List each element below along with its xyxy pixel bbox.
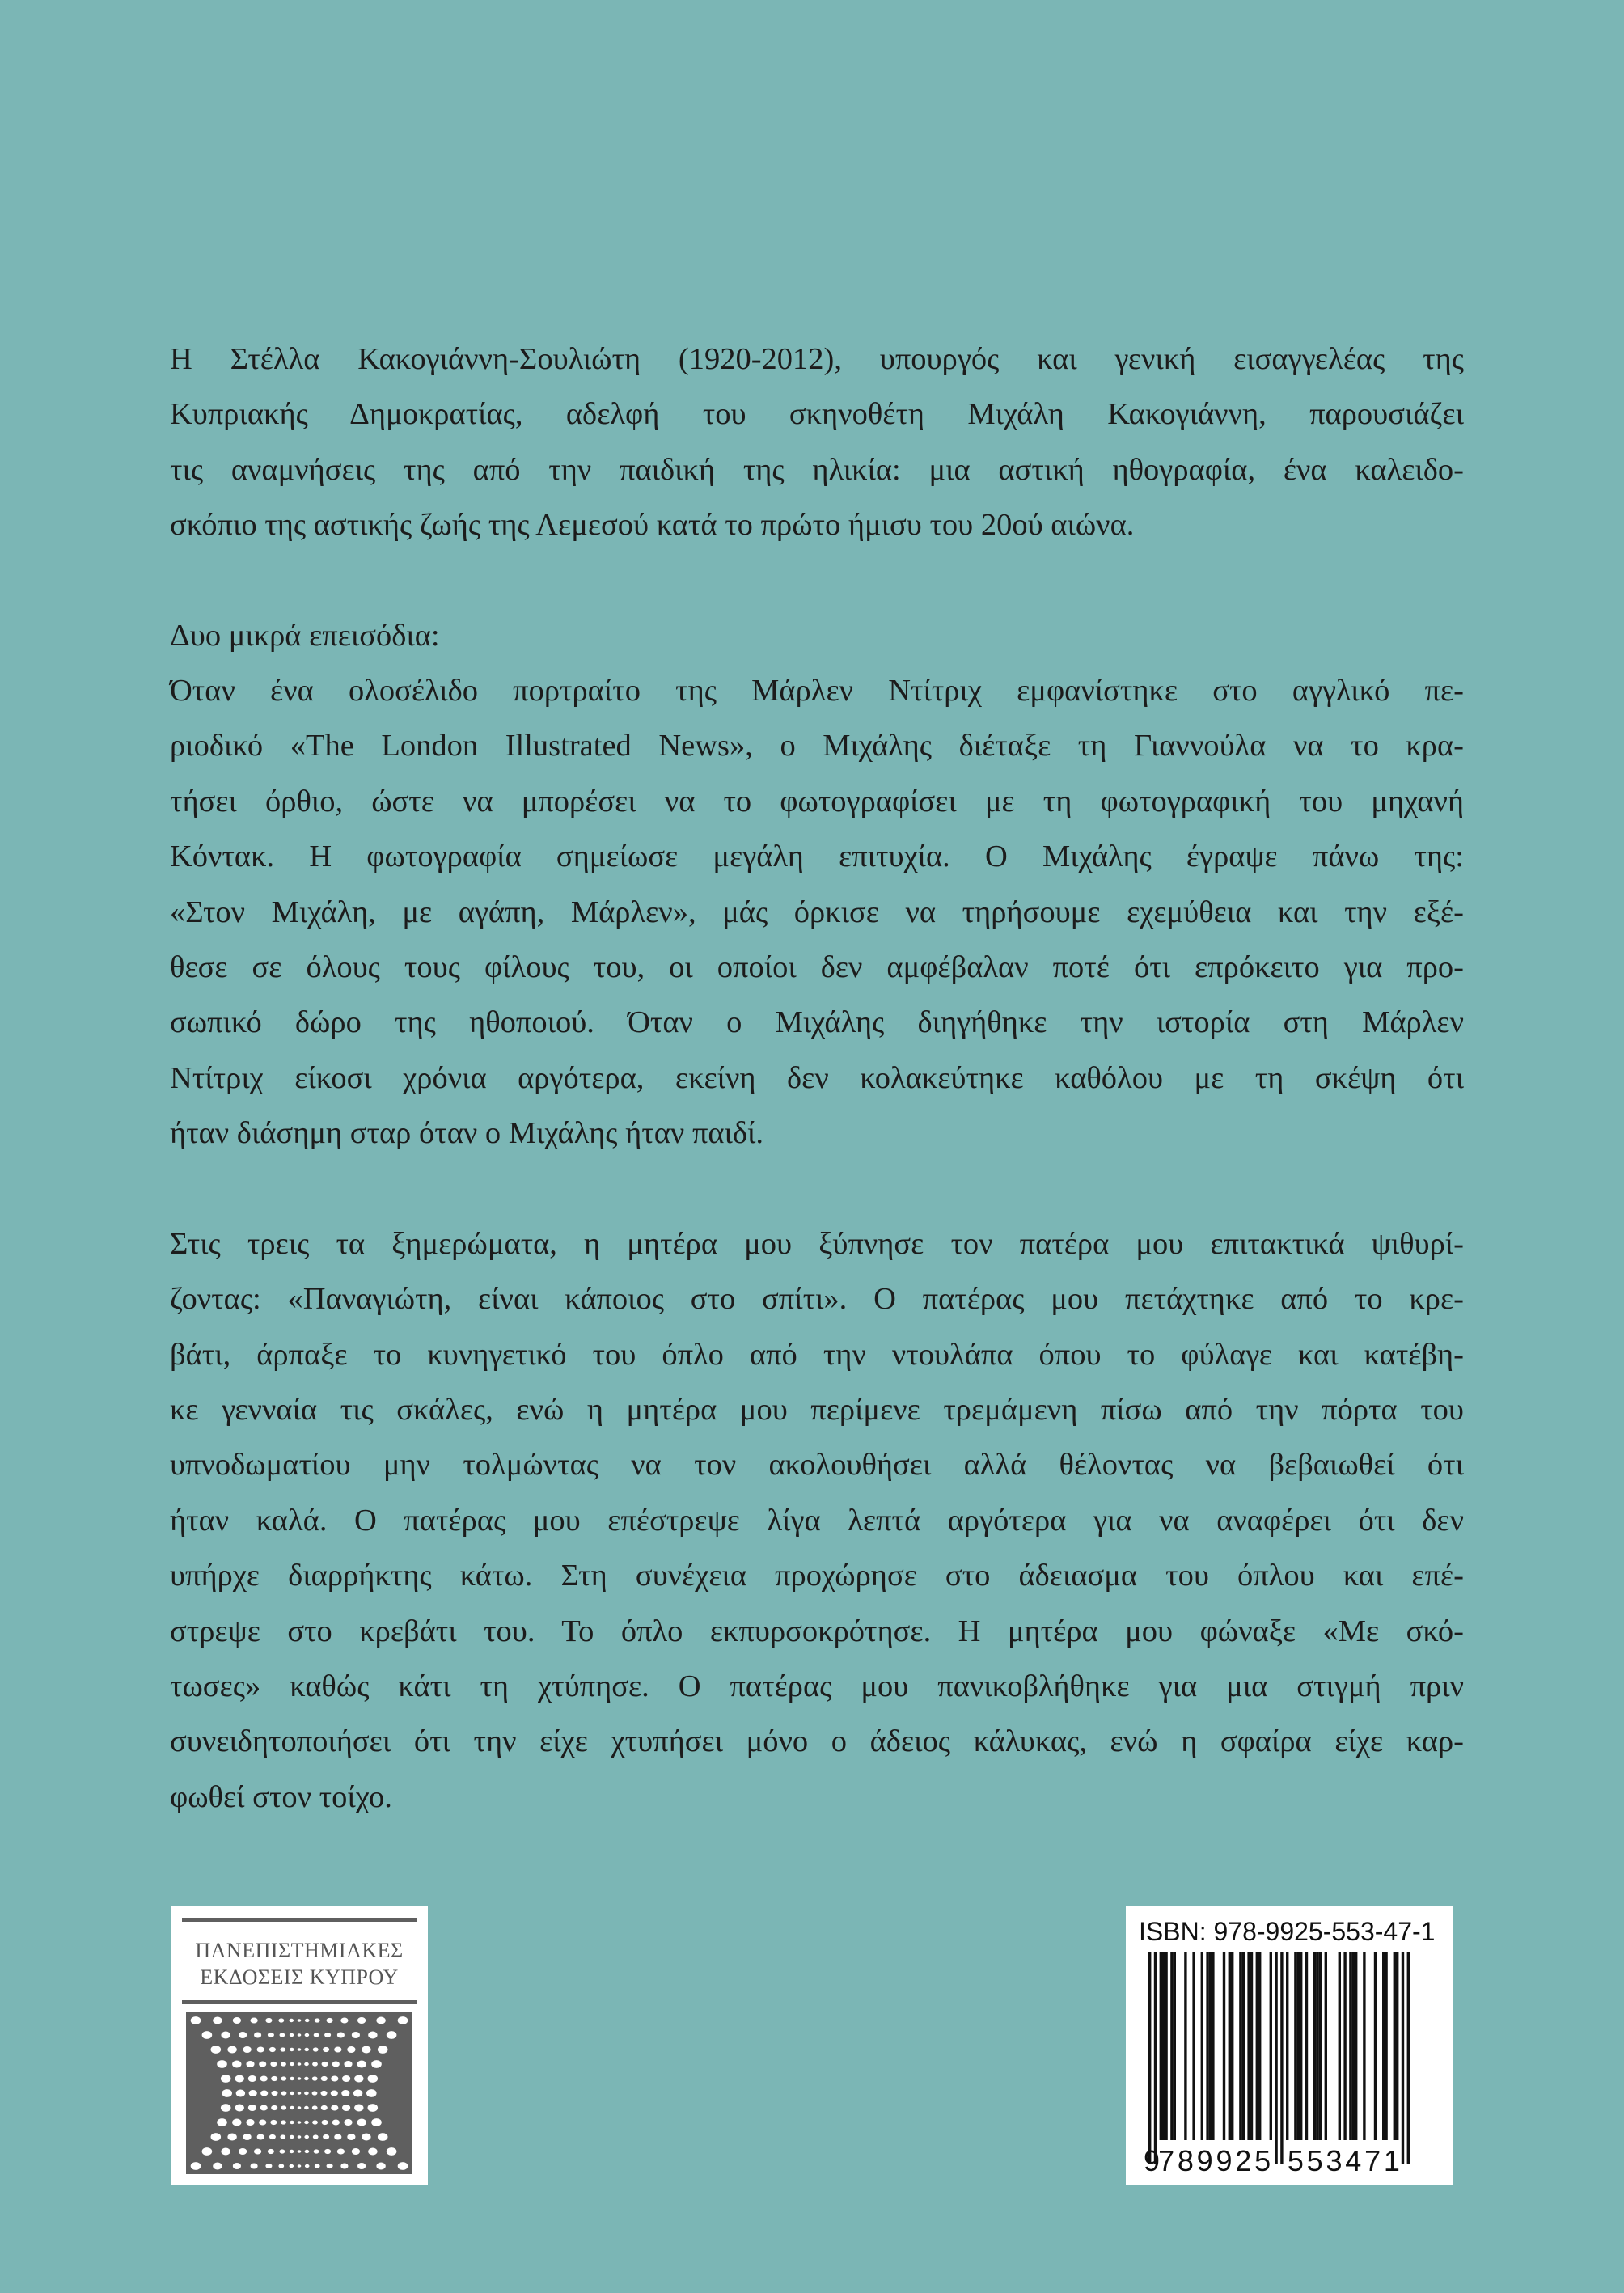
blurb-paragraph-3 bbox=[170, 1216, 1464, 1825]
emblem-dot bbox=[298, 2164, 302, 2168]
emblem-dot bbox=[280, 2149, 285, 2153]
text-line: Στις τρεις τα ξημερώματα, η μητέρα μου ξύπνησε τον πατέρα μου επιτακτικά ψιθυρί- bbox=[170, 1226, 1464, 1261]
emblem-dot bbox=[378, 2046, 388, 2054]
emblem-dot bbox=[269, 2047, 276, 2052]
barcode-digit: 5 bbox=[1287, 2144, 1304, 2177]
emblem-dot bbox=[233, 2017, 241, 2024]
emblem-dot bbox=[191, 2016, 201, 2024]
barcode-bar bbox=[1148, 1952, 1151, 2164]
barcode-bar bbox=[1355, 1952, 1357, 2140]
emblem-dot bbox=[347, 2046, 355, 2053]
emblem-dot bbox=[221, 2032, 230, 2039]
emblem-dot bbox=[334, 2047, 341, 2053]
emblem-dot bbox=[243, 2134, 252, 2140]
emblem-dot bbox=[340, 2164, 348, 2169]
barcode-bar bbox=[1363, 1952, 1365, 2140]
emblem-dot bbox=[269, 2134, 276, 2139]
emblem-dot bbox=[235, 2105, 244, 2112]
emblem-dot bbox=[298, 2033, 302, 2037]
emblem-dot bbox=[353, 2090, 362, 2097]
emblem-dot bbox=[314, 2033, 319, 2037]
emblem-dot bbox=[298, 2048, 302, 2051]
emblem-dot bbox=[221, 2148, 230, 2156]
emblem-dot bbox=[290, 2062, 294, 2066]
emblem-dot bbox=[246, 2061, 254, 2067]
publisher-logo bbox=[171, 1906, 428, 2185]
barcode-bar bbox=[1192, 1952, 1195, 2140]
emblem-dot bbox=[304, 2077, 309, 2080]
emblem-dot bbox=[304, 2135, 309, 2139]
text-line: Κόντακ. Η φωτογραφία σημείωσε μεγάλη επιτυχία. Ο Μιχάλης έγραψε πάνω της: bbox=[170, 840, 1464, 874]
emblem-dot bbox=[239, 2148, 247, 2155]
emblem-dot bbox=[272, 2091, 278, 2096]
emblem-dot bbox=[249, 2090, 257, 2096]
emblem-dot bbox=[221, 2104, 231, 2112]
emblem-dot bbox=[334, 2134, 341, 2140]
emblem-dot bbox=[313, 2134, 319, 2139]
emblem-dot bbox=[281, 2062, 286, 2066]
barcode-digit: 8 bbox=[1177, 2144, 1194, 2177]
barcode-bar bbox=[1212, 1952, 1214, 2140]
emblem-dot bbox=[368, 2032, 377, 2039]
emblem-dot bbox=[305, 2033, 310, 2037]
barcode-bar bbox=[1297, 1952, 1300, 2140]
barcode-bar bbox=[1160, 1952, 1162, 2140]
blurb-text bbox=[170, 332, 1464, 1825]
barcode-digit: 9 bbox=[1196, 2144, 1213, 2177]
barcode-digit: 7 bbox=[1158, 2144, 1175, 2177]
emblem-dot bbox=[298, 2019, 302, 2022]
emblem-dot bbox=[313, 2047, 319, 2051]
emblem-dot bbox=[191, 2162, 201, 2170]
barcode-digits bbox=[1142, 2140, 1427, 2177]
emblem-dot bbox=[352, 2032, 360, 2038]
barcode-bar bbox=[1247, 1952, 1250, 2140]
emblem-dot bbox=[342, 2075, 350, 2082]
barcode-bar bbox=[1396, 1952, 1398, 2140]
barcode-bar bbox=[1385, 1952, 1387, 2140]
emblem-dot bbox=[304, 2106, 309, 2109]
warped-dot-grid-emblem-icon bbox=[186, 2012, 412, 2174]
emblem-dot bbox=[304, 2121, 309, 2124]
emblem-dot bbox=[327, 2164, 333, 2168]
emblem-dot bbox=[202, 2031, 213, 2039]
emblem-dot bbox=[290, 2019, 294, 2022]
emblem-dot bbox=[357, 2163, 366, 2169]
barcode-bar bbox=[1239, 1952, 1241, 2140]
barcode-digit: 5 bbox=[1254, 2144, 1271, 2177]
text-line: ζοντας: «Παναγιώτη, είναι κάποιος στο σπίτι». Ο πατέρας μου πετάχτηκε από το κρε- bbox=[170, 1282, 1464, 1317]
emblem-dot bbox=[270, 2120, 277, 2125]
barcode-bar bbox=[1286, 1952, 1288, 2140]
barcode-bar bbox=[1165, 1952, 1167, 2140]
emblem-dot bbox=[354, 2105, 363, 2112]
emblem-dot bbox=[298, 2150, 302, 2153]
barcode-bar bbox=[1201, 1952, 1203, 2140]
emblem-dot bbox=[376, 2163, 385, 2170]
emblem-dot bbox=[332, 2120, 340, 2126]
barcode-bar bbox=[1382, 1952, 1385, 2140]
text-line: σωπικό δώρο της ηθοποιού. Όταν ο Μιχάλης διηγήθηκε την ιστορία στη Μάρλεν bbox=[170, 1005, 1464, 1040]
emblem-dot bbox=[378, 2133, 388, 2141]
emblem-dot bbox=[213, 2017, 222, 2024]
emblem-dot bbox=[342, 2105, 350, 2111]
emblem-dot bbox=[321, 2076, 328, 2081]
barcode-bar bbox=[1374, 1952, 1377, 2140]
emblem-dot bbox=[248, 2075, 256, 2082]
emblem-dot bbox=[331, 2076, 338, 2082]
emblem-dot bbox=[278, 2018, 284, 2022]
blurb-paragraph-1 bbox=[170, 332, 1464, 553]
emblem-dot bbox=[217, 2060, 227, 2068]
barcode-bar bbox=[1242, 1952, 1245, 2140]
emblem-dot bbox=[298, 2062, 302, 2066]
emblem-dot bbox=[298, 2077, 302, 2080]
barcode-digit: 9 bbox=[1216, 2144, 1233, 2177]
emblem-dot bbox=[268, 2033, 274, 2037]
barcode-digit: 4 bbox=[1345, 2144, 1362, 2177]
emblem-dot bbox=[327, 2018, 333, 2023]
barcode-bar bbox=[1270, 1952, 1272, 2140]
emblem-dot bbox=[341, 2090, 349, 2096]
barcode-bar bbox=[1256, 1952, 1258, 2140]
barcode-bar bbox=[1154, 1952, 1157, 2164]
text-line: υπήρχε διαρρήκτης κάτω. Στη συνέχεια προχώρησε στο άδειασμα του όπλου και επέ- bbox=[170, 1559, 1464, 1593]
emblem-dot bbox=[259, 2120, 266, 2126]
emblem-dot bbox=[305, 2019, 310, 2022]
emblem-dot bbox=[315, 2164, 320, 2168]
emblem-dot bbox=[323, 2134, 329, 2139]
text-line: Δυο μικρά επεισόδια: bbox=[170, 618, 440, 653]
text-line: Κυπριακής Δημοκρατίας, αδελφή του σκηνοθέτη Μιχάλη Κακογιάννη, παρουσιάζει bbox=[170, 397, 1464, 432]
barcode-bar bbox=[1313, 1952, 1316, 2140]
emblem-dot bbox=[290, 2033, 294, 2037]
text-line: σκόπιο της αστικής ζωής της Λεμεσού κατά το πρώτο ήμισυ του 20ού αιώνα. bbox=[170, 508, 1135, 543]
emblem-dot bbox=[298, 2121, 302, 2124]
emblem-dot bbox=[257, 2047, 264, 2053]
emblem-dot bbox=[298, 2106, 302, 2109]
emblem-dot bbox=[337, 2149, 345, 2155]
emblem-dot bbox=[290, 2077, 294, 2080]
emblem-dot bbox=[281, 2105, 286, 2109]
barcode-bar bbox=[1402, 1952, 1404, 2164]
isbn-label: ISBN: 978-9925-553-47-1 bbox=[1139, 1917, 1436, 1946]
barcode-bar bbox=[1206, 1952, 1208, 2140]
emblem-dot bbox=[298, 2135, 302, 2139]
barcode-bar bbox=[1300, 1952, 1302, 2140]
emblem-dot bbox=[290, 2092, 294, 2095]
emblem-dot bbox=[268, 2149, 274, 2154]
emblem-dot bbox=[290, 2048, 294, 2051]
emblem-dot bbox=[331, 2105, 338, 2111]
barcode-bar bbox=[1170, 1952, 1173, 2140]
text-line: Η Στέλλα Κακογιάννη-Σουλιώτη (1920-2012), υπουργός και γενική εισαγγελέας της bbox=[170, 342, 1464, 376]
barcode-bar bbox=[1349, 1952, 1351, 2140]
emblem-dot bbox=[213, 2163, 222, 2170]
barcode-digit: 7 bbox=[1364, 2144, 1381, 2177]
emblem-dot bbox=[357, 2017, 366, 2024]
barcode-digit: 1 bbox=[1383, 2144, 1400, 2177]
barcode-bar bbox=[1316, 1952, 1318, 2140]
emblem-dot bbox=[398, 2162, 408, 2170]
barcode-bar bbox=[1305, 1952, 1308, 2140]
emblem-dot bbox=[347, 2134, 355, 2140]
emblem-dot bbox=[290, 2135, 294, 2139]
barcode-digit: 2 bbox=[1235, 2144, 1252, 2177]
text-line: ήταν διάσημη σταρ όταν ο Μιχάλης ήταν παιδί. bbox=[170, 1116, 764, 1151]
emblem-dot bbox=[246, 2119, 254, 2126]
emblem-dot bbox=[324, 2033, 331, 2037]
logo-top-rule bbox=[182, 1918, 417, 1922]
blurb-paragraph-2 bbox=[170, 608, 1464, 1161]
emblem-dot bbox=[354, 2075, 363, 2083]
emblem-dot bbox=[312, 2062, 318, 2066]
emblem-dot bbox=[251, 2164, 258, 2169]
isbn-barcode bbox=[1126, 1906, 1453, 2185]
emblem-dot bbox=[202, 2147, 213, 2156]
barcode-bar bbox=[1339, 1952, 1341, 2140]
emblem-dot bbox=[305, 2150, 310, 2153]
barcode-bar bbox=[1280, 1952, 1283, 2164]
text-line: ήταν καλά. Ο πατέρας μου επέστρεψε λίγα λεπτά αργότερα για να αναφέρει ότι δεν bbox=[170, 1503, 1464, 1538]
barcode-bar bbox=[1343, 1952, 1346, 2140]
emblem-dot bbox=[362, 2046, 370, 2054]
emblem-dot bbox=[357, 2119, 366, 2126]
emblem-dot bbox=[280, 2134, 285, 2139]
emblem-dot bbox=[323, 2047, 329, 2052]
text-line: τήσει όρθιο, ώστε να μπορέσει να το φωτογραφίσει με τη φωτογραφική του μηχανή bbox=[170, 784, 1464, 819]
emblem-dot bbox=[368, 2148, 377, 2156]
emblem-dot bbox=[233, 2163, 241, 2169]
emblem-dot bbox=[304, 2048, 309, 2051]
text-line: «Στον Μιχάλη, με αγάπη, Μάρλεν», μάς όρκισε να τηρήσουμε εχεμύθεια και την εξέ- bbox=[170, 895, 1464, 929]
emblem-dot bbox=[281, 2076, 286, 2080]
text-line: Όταν ένα ολοσέλιδο πορτραίτο της Μάρλεν Ντίτριχ εμφανίστηκε στο αγγλικό πε- bbox=[170, 674, 1464, 709]
publisher-name-line-1: ΠΑΝΕΠΙΣΤΗΜΙΑΚΕΣ bbox=[195, 1939, 404, 1962]
emblem-dot bbox=[265, 2164, 272, 2168]
emblem-dot bbox=[248, 2105, 256, 2111]
publisher-name-line-2: ΕΚΔΟΣΕΙΣ ΚΥΠΡΟΥ bbox=[200, 1965, 399, 1989]
logo-bottom-rule bbox=[182, 2000, 417, 2004]
emblem-dot bbox=[232, 2061, 241, 2068]
emblem-dot bbox=[321, 2091, 328, 2096]
barcode-bar bbox=[1162, 1952, 1165, 2140]
emblem-dot bbox=[290, 2121, 294, 2124]
emblem-dot bbox=[235, 2075, 244, 2083]
text-line: Ντίτριχ είκοσι χρόνια αργότερα, εκείνη δεν κολακεύτηκε καθόλου με τη σκέψη ότι bbox=[170, 1060, 1464, 1095]
emblem-dot bbox=[260, 2076, 268, 2082]
text-line: βάτι, άρπαξε το κυνηγετικό του όπλο από την ντουλάπα όπου το φύλαγε και κατέβη- bbox=[170, 1337, 1464, 1372]
emblem-dot bbox=[387, 2031, 397, 2039]
barcode-digit: 3 bbox=[1326, 2144, 1343, 2177]
emblem-dot bbox=[322, 2120, 328, 2125]
barcode-bar bbox=[1407, 1952, 1410, 2164]
emblem-dot bbox=[376, 2017, 385, 2024]
barcode-bar bbox=[1275, 1952, 1277, 2164]
emblem-dot bbox=[312, 2120, 318, 2124]
text-line: θεσε σε όλους τους φίλους του, οι οποίοι δεν αμφέβαλαν ποτέ ότι επρόκειτο για προ- bbox=[170, 950, 1464, 985]
emblem-dot bbox=[352, 2148, 360, 2155]
emblem-dot bbox=[357, 2061, 366, 2068]
barcode-bar bbox=[1352, 1952, 1355, 2140]
emblem-dot bbox=[280, 2047, 285, 2051]
emblem-dot bbox=[398, 2016, 408, 2024]
emblem-dot bbox=[315, 2018, 320, 2022]
emblem-dot bbox=[254, 2149, 261, 2155]
emblem-dot bbox=[366, 2089, 377, 2097]
emblem-dot bbox=[217, 2118, 227, 2126]
emblem-dot bbox=[321, 2105, 328, 2110]
barcode-digit: 5 bbox=[1306, 2144, 1323, 2177]
emblem-dot bbox=[222, 2089, 232, 2097]
emblem-dot bbox=[332, 2062, 340, 2067]
emblem-dot bbox=[281, 2120, 286, 2124]
emblem-dot bbox=[371, 2118, 382, 2126]
emblem-dot bbox=[221, 2075, 231, 2083]
emblem-dot bbox=[278, 2164, 284, 2168]
barcode-bar bbox=[1231, 1952, 1233, 2140]
emblem-dot bbox=[344, 2061, 352, 2067]
emblem-dot bbox=[304, 2062, 309, 2066]
emblem-dot bbox=[305, 2164, 310, 2168]
emblem-dot bbox=[257, 2134, 264, 2140]
emblem-dot bbox=[260, 2091, 268, 2096]
barcode-bar bbox=[1184, 1952, 1186, 2140]
emblem-dot bbox=[211, 2046, 222, 2054]
emblem-dot bbox=[265, 2018, 272, 2023]
barcode-bar bbox=[1319, 1952, 1322, 2140]
emblem-dot bbox=[304, 2092, 309, 2095]
text-line: τις αναμνήσεις της από την παιδική της ηλικία: μια αστική ηθογραφία, ένα καλειδο- bbox=[170, 452, 1464, 487]
emblem-dot bbox=[236, 2090, 245, 2097]
text-line: κε γενναία τις σκάλες, ενώ η μητέρα μου περίμενε τρεμάμενη πίσω από την πόρτα του bbox=[170, 1392, 1464, 1427]
barcode-bar bbox=[1294, 1952, 1296, 2140]
emblem-dot bbox=[314, 2149, 319, 2153]
emblem-dot bbox=[340, 2018, 348, 2024]
barcode-bar bbox=[1209, 1952, 1212, 2140]
emblem-dot bbox=[312, 2076, 318, 2080]
emblem-dot bbox=[271, 2076, 277, 2081]
emblem-dot bbox=[290, 2150, 294, 2153]
emblem-dot bbox=[387, 2147, 397, 2156]
emblem-dot bbox=[243, 2046, 252, 2053]
emblem-dot bbox=[337, 2033, 345, 2038]
emblem-dot bbox=[344, 2119, 352, 2126]
emblem-dot bbox=[371, 2060, 382, 2068]
publisher-name bbox=[171, 1937, 428, 1991]
text-line: συνειδητοποιήσει ότι την είχε χτυπήσει μόνο ο άδειος κάλυκας, ενώ η σφαίρα είχε καρ- bbox=[170, 1724, 1464, 1759]
emblem-dot bbox=[290, 2106, 294, 2109]
emblem-dot bbox=[331, 2091, 338, 2096]
emblem-dot bbox=[280, 2033, 285, 2037]
emblem-dot bbox=[239, 2032, 247, 2038]
text-line: υπνοδωματίου μην τολμώντας να τον ακολουθήσει αλλά θέλοντας να βεβαιωθεί ότι bbox=[170, 1448, 1464, 1483]
text-line: φωθεί στον τοίχο. bbox=[170, 1779, 392, 1814]
text-line: στρεψε στο κρεβάτι του. Το όπλο εκπυρσοκρότησε. Η μητέρα μου φώναξε «Με σκό- bbox=[170, 1614, 1464, 1648]
barcode-digit: 9 bbox=[1144, 2144, 1161, 2177]
emblem-dot bbox=[254, 2033, 261, 2038]
emblem-dot bbox=[271, 2105, 277, 2110]
emblem-dot bbox=[368, 2104, 379, 2112]
emblem-dot bbox=[312, 2105, 318, 2109]
barcode-bar bbox=[1223, 1952, 1225, 2140]
emblem-dot bbox=[259, 2062, 266, 2067]
barcode-bar bbox=[1250, 1952, 1253, 2140]
emblem-dot bbox=[232, 2119, 241, 2126]
emblem-dot bbox=[251, 2018, 258, 2024]
emblem-dot bbox=[211, 2133, 222, 2141]
emblem-dot bbox=[260, 2105, 268, 2111]
emblem-dot bbox=[362, 2134, 370, 2141]
text-line: ριοδικό «The London Illustrated News», ο Μιχάλης διέταξε τη Γιαννούλα να το κρα- bbox=[170, 729, 1464, 764]
emblem-dot bbox=[281, 2091, 287, 2095]
emblem-dot bbox=[290, 2164, 294, 2168]
emblem-dot bbox=[227, 2134, 236, 2141]
barcode-bar bbox=[1325, 1952, 1327, 2140]
emblem-dot bbox=[312, 2091, 318, 2095]
emblem-dot bbox=[227, 2046, 236, 2054]
emblem-dot bbox=[322, 2062, 328, 2067]
barcode-bar bbox=[1258, 1952, 1261, 2140]
barcode-bar bbox=[1229, 1952, 1231, 2140]
barcode-bar bbox=[1174, 1952, 1176, 2140]
barcode-bar bbox=[1394, 1952, 1396, 2140]
text-line: τωσες» καθώς κάτι τη χτύπησε. Ο πατέρας μου πανικοβλήθηκε για μια στιγμή πριν bbox=[170, 1669, 1464, 1703]
emblem-dot bbox=[324, 2149, 331, 2154]
emblem-dot bbox=[368, 2075, 379, 2083]
emblem-dot bbox=[270, 2062, 277, 2067]
emblem-dot bbox=[298, 2092, 302, 2095]
